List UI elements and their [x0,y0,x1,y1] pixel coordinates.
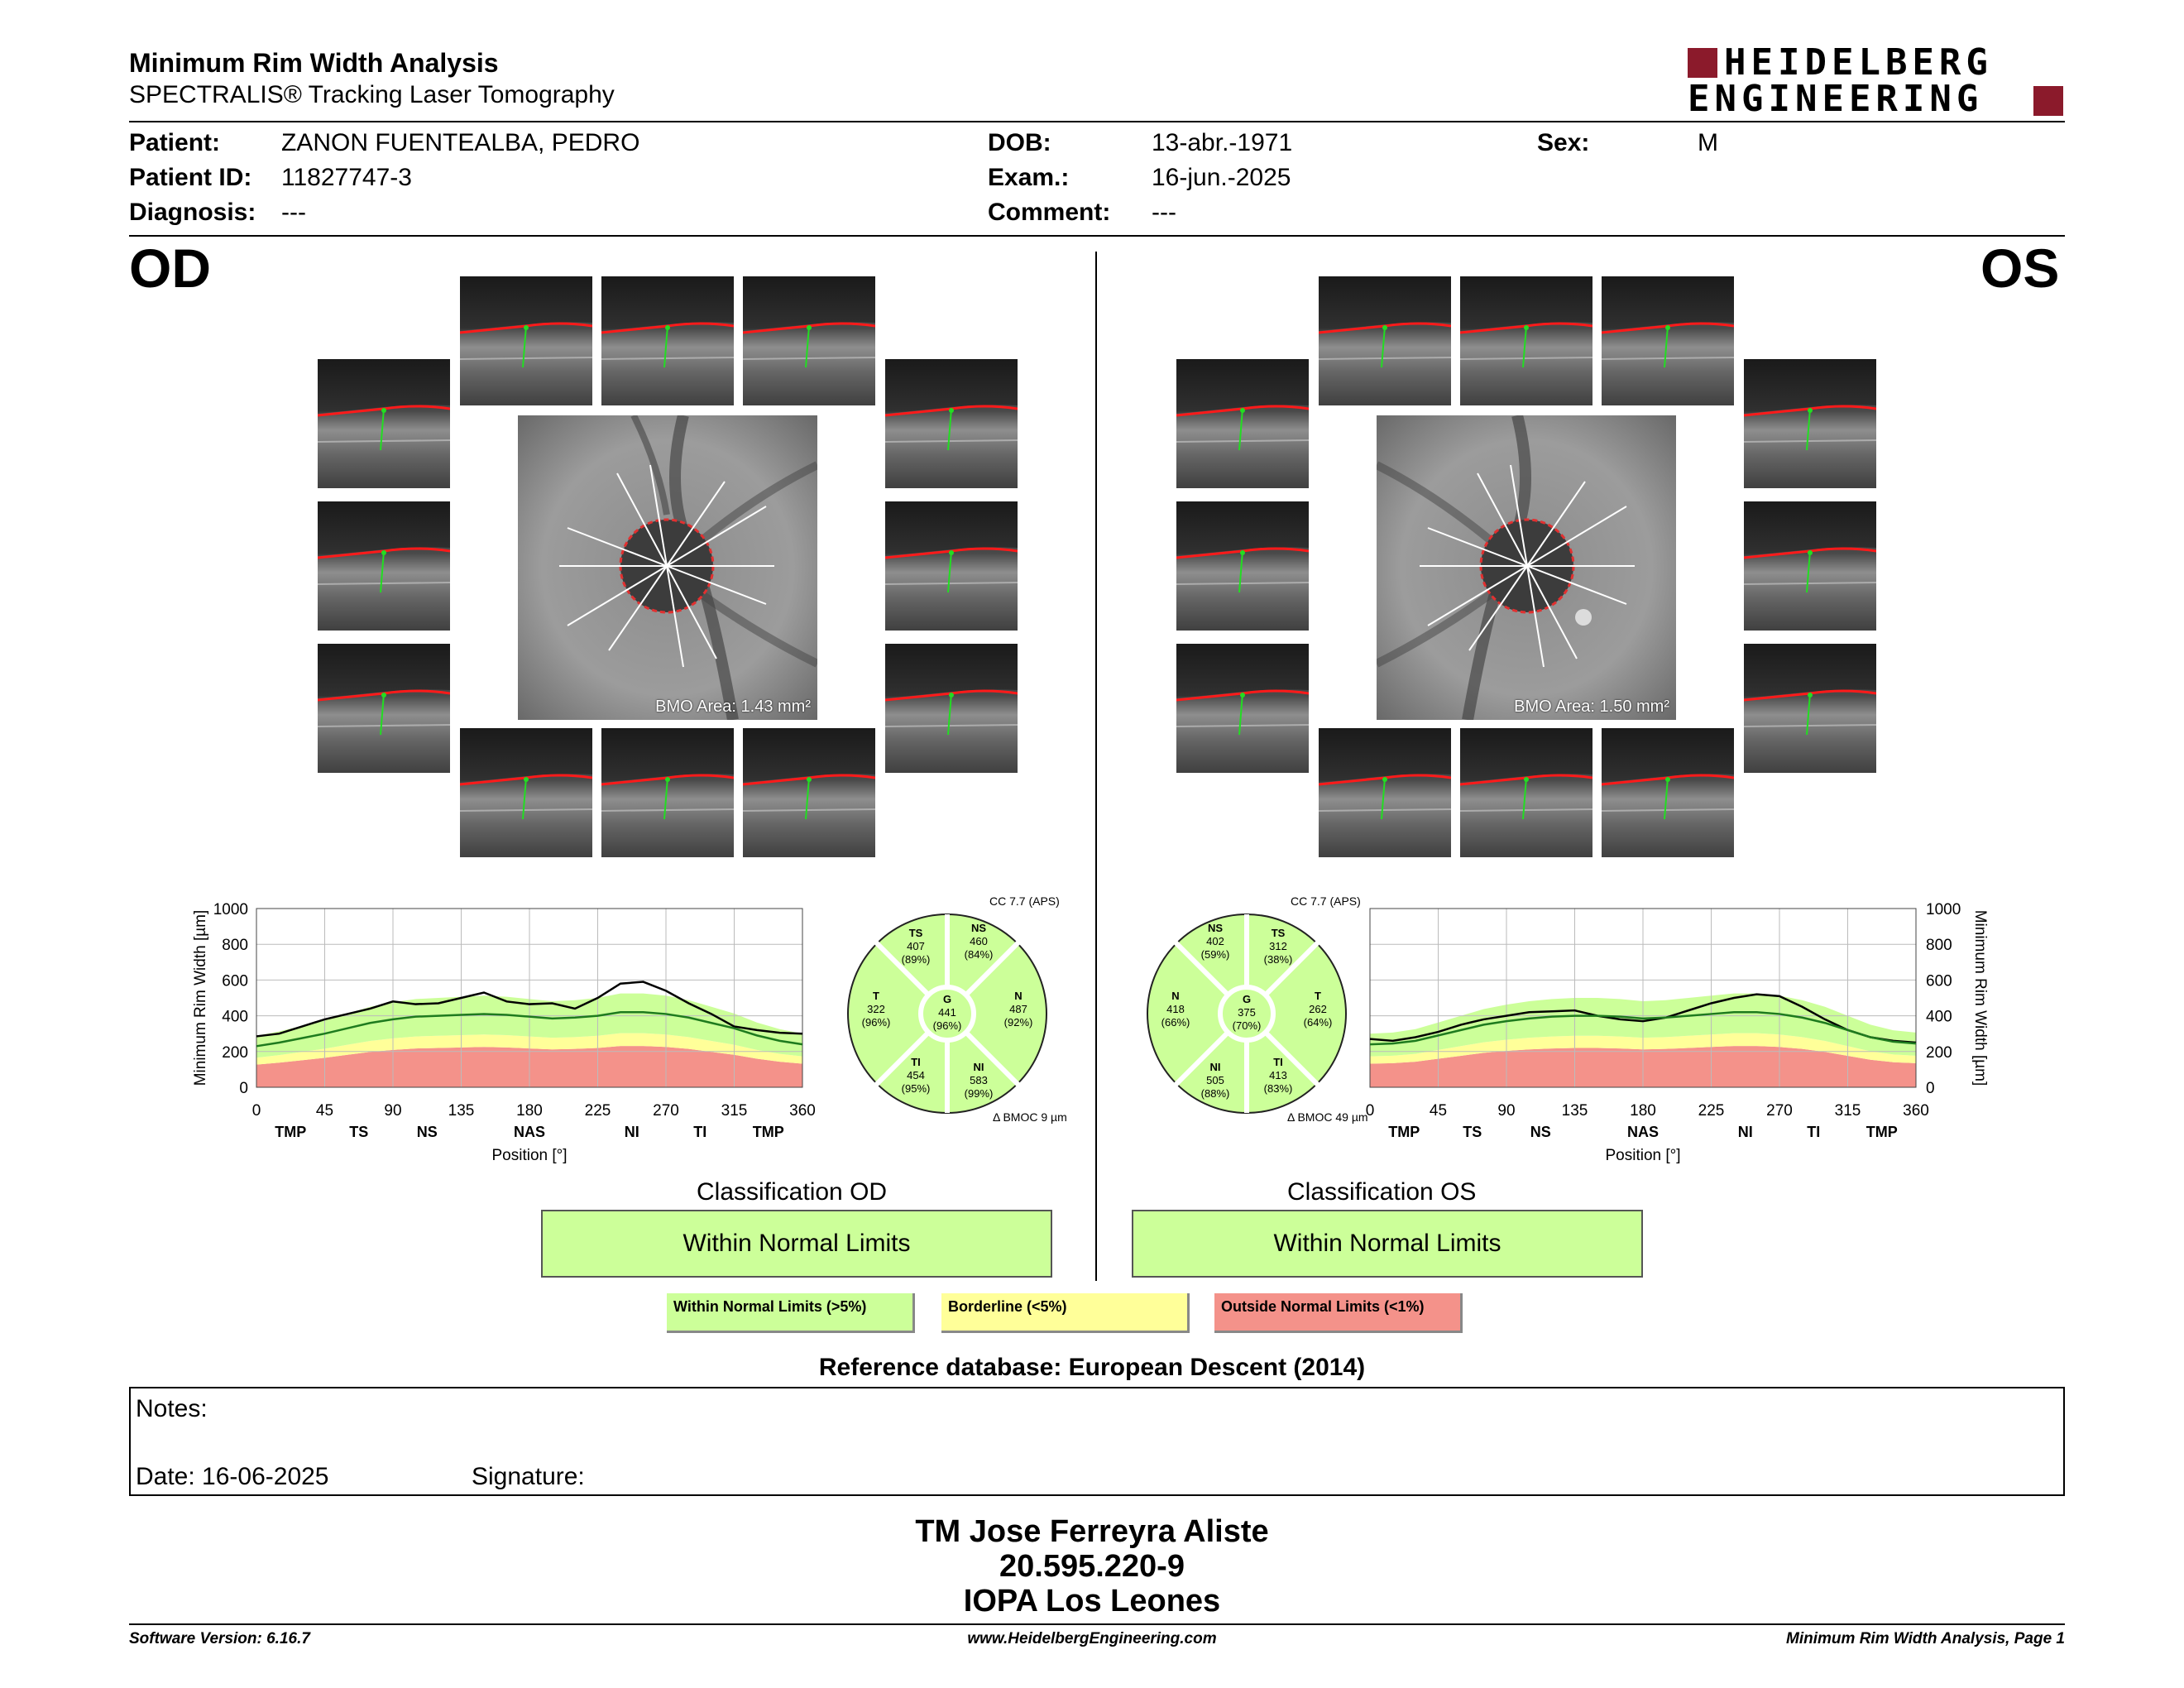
os-x-tick: 0 [1365,1102,1375,1120]
od-sector-t: T 322 (96%) [861,990,891,1029]
os-oct-scan [1319,276,1451,405]
od-oct-scan [460,728,592,857]
dob-label: DOB: [988,129,1051,156]
os-x-label: Position [°] [1605,1147,1681,1164]
os-sector-label: NAS [1626,1124,1660,1140]
sex-value: M [1698,129,1718,156]
signatory-institution: IOPA Los Leones [963,1584,1221,1618]
od-sector-diagram [844,910,1051,1117]
os-sector-ns: NS 402 (59%) [1200,922,1230,961]
od-sector-ti: TI 454 (95%) [901,1056,931,1095]
signatory-name: TM Jose Ferreyra Aliste [915,1514,1269,1549]
od-oct-scan [601,728,734,857]
os-oct-scan [1744,644,1876,773]
patient-id-label: Patient ID: [129,164,252,191]
od-y-tick: 800 [222,937,248,955]
od-oct-scan [318,501,450,631]
os-sector-g: G 375 (70%) [1232,993,1262,1032]
os-x-tick: 90 [1497,1102,1516,1120]
os-sector-label: NS [1530,1124,1551,1140]
od-oct-scan [601,276,734,405]
od-x-tick: 0 [251,1102,261,1120]
os-mrw-chart [1357,902,1994,1183]
report-subtitle: SPECTRALIS® Tracking Laser Tomography [129,81,615,108]
os-cc-label: CC 7.7 (APS) [1291,894,1361,908]
os-eye-label: OS [1980,237,2060,299]
os-oct-scan [1744,501,1876,631]
os-y-tick: 1000 [1926,902,1961,918]
od-bmo-area: BMO Area: 1.43 mm² [655,698,811,716]
os-sector-label: NI [1737,1124,1753,1140]
od-oct-scan [460,276,592,405]
od-x-tick: 270 [653,1102,679,1120]
heidelberg-logo: HEIDELBERG ENGINEERING [1688,43,2068,119]
comment-label: Comment: [988,199,1111,226]
od-sector-ns: NS 460 (84%) [964,922,994,961]
od-oct-scan [318,644,450,773]
od-y-tick: 600 [222,972,248,990]
od-sector-g: G 441 (96%) [932,993,962,1032]
os-oct-scan [1176,644,1309,773]
os-x-tick: 315 [1834,1102,1861,1120]
os-sector-diagram [1143,910,1350,1117]
patient-label: Patient: [129,129,221,156]
od-sector-label: TMP [275,1124,307,1140]
od-oct-scan [318,359,450,488]
os-oct-scan [1176,501,1309,631]
os-classification-title: Classification OS [1287,1178,1477,1206]
dob-value: 13-abr.-1971 [1152,129,1293,156]
legend-green: Within Normal Limits (>5%) [667,1293,915,1333]
os-sector-label: TMP [1388,1124,1420,1140]
od-bmoc-label: Δ BMOC 9 µm [993,1110,1067,1124]
od-eye-label: OD [129,237,211,299]
os-oct-scan [1460,728,1592,857]
od-sector-ni: NI 583 (99%) [964,1061,994,1100]
signatory-id: 20.595.220-9 [999,1549,1185,1584]
os-y-tick: 200 [1926,1043,1952,1062]
header-divider [129,121,2065,122]
page-label: Minimum Rim Width Analysis, Page 1 [1786,1630,2065,1647]
od-y-tick: 0 [239,1080,248,1097]
os-fundus-image [1377,415,1676,720]
diagnosis-value: --- [281,199,306,226]
od-oct-scan [885,501,1018,631]
os-bmo-area: BMO Area: 1.50 mm² [1514,698,1669,716]
logo-square-icon [1688,48,1717,78]
os-sector-n: N 418 (66%) [1161,990,1190,1029]
od-classification-title: Classification OD [697,1178,888,1206]
os-y-label: Minimum Rim Width [µm] [1971,909,1989,1086]
od-y-label: Minimum Rim Width [µm] [192,909,209,1086]
os-classification-result: Within Normal Limits [1132,1210,1643,1278]
od-x-tick: 135 [448,1102,475,1120]
os-y-tick: 0 [1926,1080,1935,1097]
comment-value: --- [1152,199,1176,226]
os-x-tick: 135 [1561,1102,1588,1120]
os-x-tick: 270 [1766,1102,1793,1120]
notes-label: Notes: [136,1395,208,1422]
od-cc-label: CC 7.7 (APS) [989,894,1060,908]
legend-yellow: Borderline (<5%) [941,1293,1190,1333]
od-y-tick: 200 [222,1043,248,1062]
os-x-tick: 45 [1429,1102,1448,1120]
website-link[interactable]: www.HeidelbergEngineering.com [967,1630,1217,1647]
os-oct-scan [1602,728,1734,857]
os-sector-ti: TI 413 (83%) [1263,1056,1293,1095]
exam-value: 16-jun.-2025 [1152,164,1291,191]
od-sector-label: NAS [513,1124,546,1140]
od-x-tick: 225 [584,1102,611,1120]
od-oct-scan [885,359,1018,488]
logo-square-icon [2033,86,2063,116]
os-sector-label: TS [1463,1124,1482,1140]
diagnosis-label: Diagnosis: [129,199,256,226]
patient-divider [129,235,2065,237]
legend-red: Outside Normal Limits (<1%) [1214,1293,1463,1333]
od-oct-scan [743,728,875,857]
os-bmoc-label: Δ BMOC 49 µm [1287,1110,1368,1124]
od-sector-label: TI [693,1124,707,1140]
od-oct-scan [743,276,875,405]
os-sector-ni: NI 505 (88%) [1200,1061,1230,1100]
od-sector-label: TS [349,1124,369,1140]
od-sector-label: NI [624,1124,639,1140]
od-fundus-image [518,415,817,720]
os-y-tick: 800 [1926,937,1952,955]
os-oct-scan [1319,728,1451,857]
od-y-tick: 1000 [213,902,248,918]
od-mrw-chart [190,902,827,1183]
notes-box [129,1387,2065,1496]
center-divider [1095,252,1097,1281]
od-classification-result: Within Normal Limits [541,1210,1052,1278]
os-sector-ts: TS 312 (38%) [1263,927,1293,966]
patient-value: ZANON FUENTEALBA, PEDRO [281,129,640,156]
os-oct-scan [1744,359,1876,488]
os-x-tick: 360 [1903,1102,1929,1120]
os-oct-scan [1602,276,1734,405]
od-x-tick: 180 [516,1102,543,1120]
os-oct-scan [1176,359,1309,488]
report-title: Minimum Rim Width Analysis [129,48,499,78]
od-sector-label: TMP [752,1124,784,1140]
od-x-tick: 360 [789,1102,816,1120]
reference-database: Reference database: European Descent (2014) [818,1354,1366,1381]
signature-label: Signature: [472,1463,585,1490]
od-sector-label: NS [416,1124,438,1140]
footer-divider [129,1623,2065,1625]
os-sector-label: TI [1807,1124,1821,1140]
od-sector-ts: TS 407 (89%) [901,927,931,966]
os-sector-label: TMP [1866,1124,1898,1140]
od-x-tick: 315 [721,1102,748,1120]
os-x-tick: 180 [1630,1102,1656,1120]
od-x-tick: 90 [384,1102,402,1120]
os-y-tick: 600 [1926,972,1952,990]
od-oct-scan [885,644,1018,773]
os-oct-scan [1460,276,1592,405]
sex-label: Sex: [1537,129,1590,156]
od-y-tick: 400 [222,1008,248,1026]
patient-id-value: 11827747-3 [281,164,412,191]
os-y-tick: 400 [1926,1008,1952,1026]
os-x-tick: 225 [1698,1102,1725,1120]
os-sector-t: T 262 (64%) [1303,990,1333,1029]
od-x-tick: 45 [315,1102,334,1120]
software-version: Software Version: 6.16.7 [129,1630,310,1647]
date-label: Date: 16-06-2025 [136,1463,329,1490]
od-x-label: Position [°] [491,1147,568,1164]
od-sector-n: N 487 (92%) [1003,990,1033,1029]
exam-label: Exam.: [988,164,1070,191]
